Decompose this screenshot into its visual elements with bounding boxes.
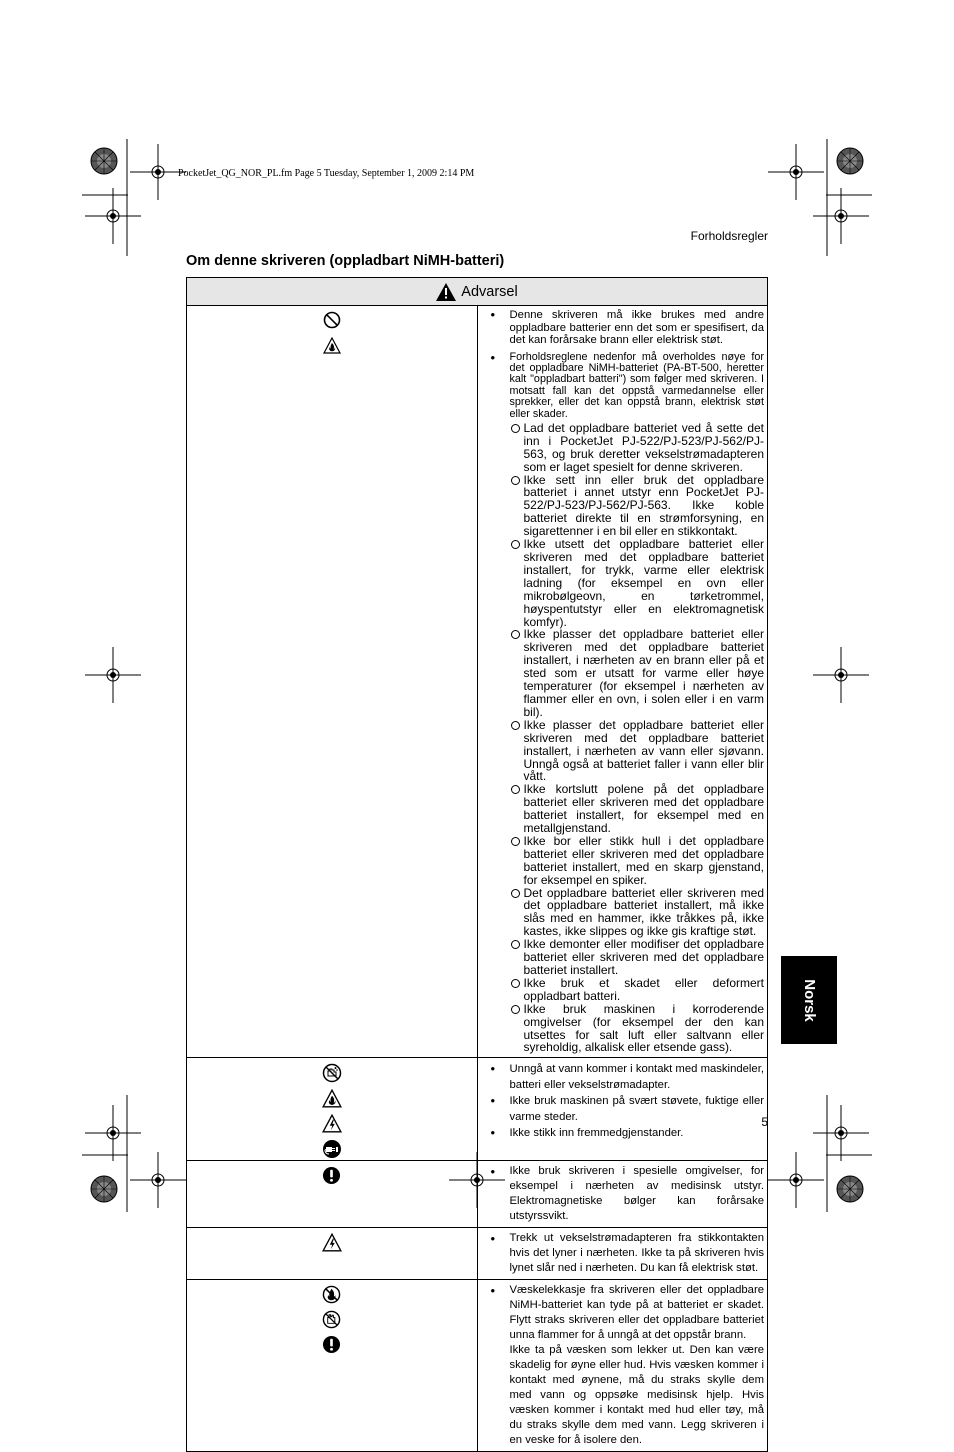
fire-warning-icon xyxy=(322,1089,342,1108)
sub-list-item: Ikke bor eller stikk hull i det oppladbare batteriet eller skriveren med det oppladbare batteriet installert, med en skarp gjenstand, for eksempel en spiker. xyxy=(510,835,765,887)
icon-cell xyxy=(187,306,478,1058)
sub-list-item: Lad det oppladbare batteriet ved å sette det inn i PocketJet PJ-522/PJ-523/PJ-562/PJ-563, og bruk deretter vekselstrømadapteren som er laget spesielt for denne skriveren. xyxy=(510,422,765,474)
fire-warning-icon xyxy=(323,337,341,354)
list-item: • Væskelekkasje fra skriveren eller det oppladbare NiMH-batteriet kan tyde på at batteriet er skadet. Flytt straks skriveren eller det oppladbare batteriet unna flammer for å unngå at det oppstår brann. xyxy=(478,1283,765,1343)
print-file-info: PocketJet_QG_NOR_PL.fm Page 5 Tuesday, September 1, 2009 2:14 PM xyxy=(178,168,475,179)
no-touch-icon xyxy=(322,1310,341,1329)
icon-cell xyxy=(187,1228,478,1280)
warning-table xyxy=(186,277,768,1452)
content-cell xyxy=(477,1280,768,1452)
unplug-icon xyxy=(322,1139,342,1159)
sub-list-item: Ikke demonter eller modifiser det oppladbare batteriet eller skriveren med det oppladbare batteriet installert. xyxy=(510,938,765,977)
mandatory-icon xyxy=(322,1166,341,1185)
language-tab-label: Norsk xyxy=(800,978,818,1022)
table-row xyxy=(187,1161,768,1228)
list-item: • Trekk ut vekselstrømadapteren fra stikkontakten hvis det lyner i nærheten. Ikke ta på skriveren hvis lynet slår ned i nærheten. Du kan få elektrisk støt. xyxy=(478,1231,765,1276)
electric-shock-icon xyxy=(322,1233,342,1252)
table-row xyxy=(187,1228,768,1280)
content-cell xyxy=(477,1228,768,1280)
sub-list-item: Det oppladbare batteriet eller skriveren med det oppladbare batteriet installert, må ikke slås med en hammer, ikke tråkkes på, ikke kastes, ikke slippes og ikke gis kraftige støt. xyxy=(510,887,765,939)
warning-triangle-icon xyxy=(436,283,456,301)
sub-list-item: Ikke plasser det oppladbare batteriet eller skriveren med det oppladbare batteriet installert, i nærheten av vann eller sjøvann. Unngå også at batteriet faller i vann eller blir vått. xyxy=(510,719,765,784)
content-cell xyxy=(477,306,768,1058)
icon-cell xyxy=(187,1280,478,1452)
table-row xyxy=(187,1058,768,1161)
section-title: Om denne skriveren (oppladbart NiMH-batteri) xyxy=(186,253,505,269)
table-row xyxy=(187,1280,768,1452)
electric-shock-icon xyxy=(322,1114,342,1133)
no-fire-icon xyxy=(322,1285,341,1304)
sub-list-item: Ikke utsett det oppladbare batteriet eller skriveren med det oppladbare batteriet installert, for trykk, varme eller elektrisk ladning (for eksempel en ovn eller mikrobølgeovn, en tørketrommel, høyspentutstyr eller en elektromagnetisk komfyr). xyxy=(510,538,765,628)
paragraph: Ikke ta på væsken som lekker ut. Den kan være skadelig for øyne eller hud. Hvis væsken kommer i kontakt med øynene, må du straks skylle dem med vann og oppsøke medisinsk hjelp. Hvis væsken kommer i kontakt med hud eller tøy, må du straks skylle dem med vann. Legg skriveren i en veske for å isolere den. xyxy=(509,1344,764,1447)
page-number: 5 xyxy=(761,1115,768,1129)
sub-list-item: Ikke kortslutt polene på det oppladbare batteriet eller skriveren med det oppladbare batteriet installert, for eksempel med en metallgjenstand. xyxy=(510,783,765,835)
sub-list-item: Ikke bruk maskinen i korroderende omgivelser (for eksempel der den kan utsettes for salt luft eller saltvann eller syreholdig, alkalisk eller etsende gass). xyxy=(510,1003,765,1055)
language-tab xyxy=(781,956,837,1044)
mandatory-icon xyxy=(322,1335,341,1354)
content-cell xyxy=(477,1161,768,1228)
list-item: • Ikke bruk maskinen på svært støvete, fuktige eller varme steder. xyxy=(478,1093,765,1125)
list-item: • Ikke bruk skriveren i spesielle omgivelser, for eksempel i nærheten av medisinsk utstyr. Elektromagnetiske bølger kan forårsake utstyrssvikt. xyxy=(478,1164,765,1224)
no-wet-hands-icon xyxy=(322,1063,342,1083)
sub-list-item: Ikke sett inn eller bruk det oppladbare batteriet i annet utstyr enn PocketJet PJ-522/PJ-523/PJ-562/PJ-563. Ikke koble batteriet direkte til en strømforsyning, en sigarettenner i en bil eller en stikkontakt. xyxy=(510,474,765,539)
prohibition-icon xyxy=(323,311,341,329)
sub-list-item: Ikke plasser det oppladbare batteriet eller skriveren med det oppladbare batteriet installert, i nærheten av en brann eller på et sted som er utsatt for varme eller høye temperaturer (for eksempel i nærheten av flammer eller en ovn, i solen eller i en varm bil). xyxy=(510,628,765,718)
sub-list-item: Ikke bruk et skadet eller deformert oppladbart batteri. xyxy=(510,977,765,1003)
list-item: • Forholdsreglene nedenfor må overholdes nøye for det oppladbare NiMH-batteriet (PA-BT-500, heretter kalt "oppladbart batteri") som følger med skriveren. I motsatt fall kan det oppstå varmedannelse eller sprekker, eller det kan oppstå brann, elektrisk støt eller skader. xyxy=(478,352,765,420)
list-item: • Unngå at vann kommer i kontakt med maskindeler, batteri eller vekselstrømadapter. xyxy=(478,1061,765,1093)
content-cell xyxy=(477,1058,768,1161)
list-item: • Denne skriveren må ikke brukes med andre oppladbare batterier enn det som er spesifisert, da det kan forårsake brann eller elektrisk støt. xyxy=(478,309,765,347)
icon-cell xyxy=(187,1058,478,1161)
table-row xyxy=(187,306,768,1058)
running-header: Forholdsregler xyxy=(690,229,768,243)
list-item: • Ikke stikk inn fremmedgjenstander. xyxy=(478,1125,765,1141)
icon-cell xyxy=(187,1161,478,1228)
warning-heading-cell xyxy=(187,278,768,306)
warning-heading: Advarsel xyxy=(461,283,518,300)
